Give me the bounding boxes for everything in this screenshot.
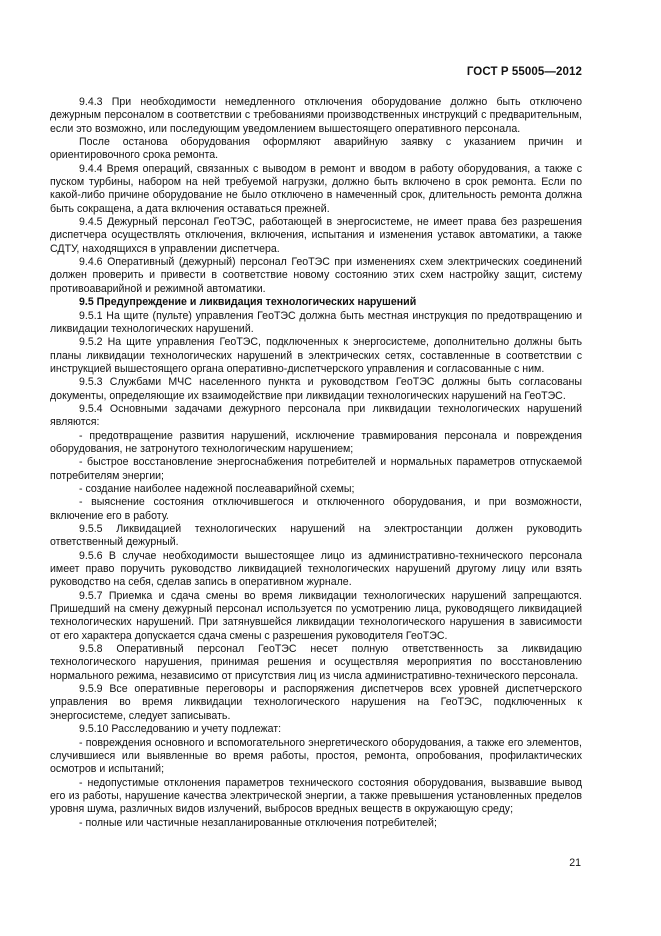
list-item: - выяснение состояния отключившегося и отключенного оборудования, и при возможности, включение его в работу.: [50, 496, 582, 522]
paragraph: 9.5.6 В случае необходимости вышестоящее лицо из административно-технического персонала имеет право поручить руководство ликвидацией технологических нарушений другому лицу или взять руководство на себя, сделав запись в оперативном журнале.: [50, 549, 582, 589]
list-item: - быстрое восстановление энергоснабжения потребителей и нормальных параметров отпускаемой потребителям энергии;: [50, 456, 582, 482]
paragraph: 9.4.5 Дежурный персонал ГеоТЭС, работающей в энергосистеме, не имеет права без разрешения диспетчера осуществлять отключения, включения, испытания и изменения уставок автоматики, а также СДТУ, находящихся в управлении диспетчера.: [50, 216, 582, 255]
list-item: - предотвращение развития нарушений, исключение травмирования персонала и повреждения оборудования, не затронутого технологическим нарушением;: [50, 429, 582, 455]
page-body: [50, 96, 582, 830]
paragraph: 9.5.2 На щите управления ГеоТЭС, подключенных к энергосистеме, дополнительно должны быть планы ликвидации технологических нарушений в электрических сетях, составленные в соответствии с инструкцией вышестоящего органа оперативно-диспетчерского управления и согласованные с ним.: [50, 336, 582, 375]
paragraph: 9.5.5 Ликвидацией технологических нарушений на электростанции должен руководить ответственный дежурный.: [50, 523, 582, 549]
paragraph: 9.5.3 Службами МЧС населенного пункта и руководством ГеоТЭС должны быть согласованы документы, определяющие их взаимодействие при ликвидации технологических нарушений на ГеоТЭС.: [50, 376, 582, 402]
section-heading: 9.5 Предупреждение и ликвидация технологических нарушений: [79, 296, 417, 309]
list-item: - создание наиболее надежной послеаварийной схемы;: [79, 482, 355, 495]
paragraph: 9.5.8 Оперативный персонал ГеоТЭС несет полную ответственность за ликвидацию технологического нарушения, принимая решения и осуществляя мероприятия по восстановлению нормального режима, независимо от присутствия лиц из числа административно-технического персонала.: [50, 643, 582, 682]
paragraph: 9.5.10 Расследованию и учету подлежат:: [79, 723, 282, 736]
paragraph: 9.5.4 Основными задачами дежурного персонала при ликвидации технологических нарушений являются:: [50, 402, 582, 429]
list-item: - полные или частичные незапланированные отключения потребителей;: [79, 816, 437, 829]
paragraph: 9.4.6 Оперативный (дежурный) персонал ГеоТЭС при изменениях схем электрических соединений должен проверить и привести в соответствие новому состоянию этих схем настройку защит, систему противоаварийной и режимной автоматики.: [50, 256, 582, 295]
list-item: - повреждения основного и вспомогательного энергетического оборудования, а также его элементов, случившиеся или выявленные во время работы, простоя, ремонта, опробования, профилактических осмотров и испытаний;: [50, 736, 582, 776]
paragraph: 9.5.9 Все оперативные переговоры и распоряжения диспетчеров всех уровней диспетчерского управления во время ликвидации технологического нарушения на ГеоТЭС, подключенных к энергосистеме, следует записывать.: [50, 683, 582, 722]
paragraph: 9.4.4 Время операций, связанных с выводом в ремонт и вводом в работу оборудования, а также с пуском турбины, набором на ней требуемой нагрузки, должно быть включено в срок ремонта. Если по какой-либо причине оборудование не было отключено в намеченный срок, длительность ремонта должна быть сокращена, а дата включения оставаться прежней.: [50, 162, 582, 215]
list-item: - недопустимые отклонения параметров технического состояния оборудования, вызвавшие вывод его из работы, нарушение качества электрической энергии, а также превышения установленных пределов уровня шума, различных видов излучений, выбросов вредных веществ в окружающую среду;: [50, 776, 582, 816]
paragraph: 9.5.7 Приемка и сдача смены во время ликвидации технологических нарушений запрещаются. Пришедший на смену дежурный персонал используется по усмотрению лица, руководящего ликвидацией технологических нарушений. При затянувшейся ликвидации технологического нарушения в зависимости от его характера допускается сдача смены с разрешения руководителя ГеоТЭС.: [50, 589, 582, 642]
page-number: 21: [569, 857, 581, 869]
paragraph: 9.4.3 При необходимости немедленного отключения оборудование должно быть отключено дежурным персоналом в соответствии с требованиями производственных инструкций с предварительным, если это возможно, или последующим уведомлением вышестоящего оперативного персонала.: [50, 96, 582, 135]
document-code: ГОСТ Р 55005—2012: [466, 66, 582, 78]
paragraph: После останова оборудования оформляют аварийную заявку с указанием причин и ориентировочного срока ремонта.: [50, 136, 582, 162]
paragraph: 9.5.1 На щите (пульте) управления ГеоТЭС должна быть местная инструкция по предотвращению и ликвидации технологических нарушений.: [50, 309, 582, 335]
